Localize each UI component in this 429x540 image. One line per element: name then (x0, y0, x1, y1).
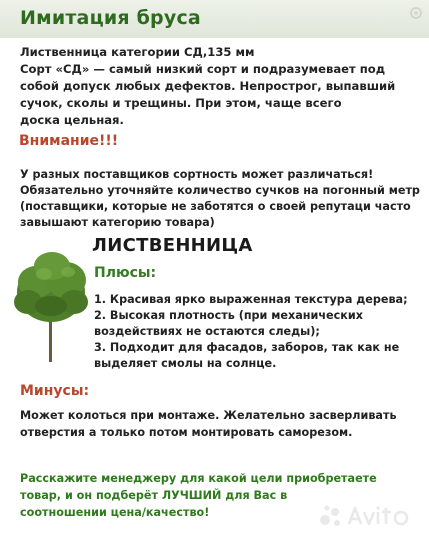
notice-line: У разных поставщиков сортность может различаться! (20, 168, 374, 181)
attention-title: Внимание!!! (19, 133, 119, 149)
cta-line: Расскажите менеджеру для какой цели приобретаете (20, 472, 377, 485)
cta-line: товар, и он подберёт ЛУЧШИЙ для Вас в (20, 489, 288, 502)
corner-mark-svg (409, 6, 423, 20)
pros-line: 2. Высокая плотность (при механических (94, 309, 363, 322)
avito-logo-icon (317, 500, 417, 530)
intro-line: сучок, сколы и трещины. При этом, чаще всего (20, 96, 342, 110)
cons-title: Минусы: (20, 383, 90, 399)
pros-line: 1. Красивая ярко выраженная текстура дерева; (94, 293, 408, 306)
header (0, 0, 429, 40)
cta-line: соотношении цена/качество! (20, 506, 210, 519)
notice-line: Обязательно уточняйте количество сучков на погонный метр (20, 184, 420, 197)
intro-line: доска цельная. (20, 113, 124, 127)
notice-text (20, 167, 420, 231)
pros-title: Плюсы: (94, 265, 157, 281)
intro-text (20, 44, 410, 129)
cons-list (20, 407, 415, 441)
larch-tree-icon (8, 250, 94, 362)
intro-line: Лиственница категории СД,135 мм (20, 45, 255, 59)
cons-line: Может колоться при монтаже. Желательно засверливать (20, 409, 397, 422)
tree-svg (8, 250, 94, 362)
pros-line: 3. Подходит для фасадов, заборов, так как не (94, 341, 400, 354)
pros-line: выделяет смолы на солнце. (94, 357, 277, 370)
notice-line: (поставщики, которые не заботятся о своей репутаци часто (20, 200, 411, 213)
avito-watermark-svg (317, 500, 417, 530)
pros-list (94, 292, 419, 372)
intro-line: собой допуск любых дефектов. Непрострог, выпавший (20, 79, 396, 93)
corner-mark-icon (409, 6, 423, 20)
section-title: ЛИСТВЕННИЦА (92, 235, 253, 256)
notice-line: завышают категорию товара) (20, 216, 215, 229)
page-title: Имитация бруса (20, 7, 201, 29)
cons-line: отверстия а только потом монтировать саморезом. (20, 426, 353, 439)
pros-line: воздействиях не остаются следы); (94, 325, 320, 338)
intro-line: Сорт «СД» — самый низкий сорт и подразумевает под (20, 62, 386, 76)
